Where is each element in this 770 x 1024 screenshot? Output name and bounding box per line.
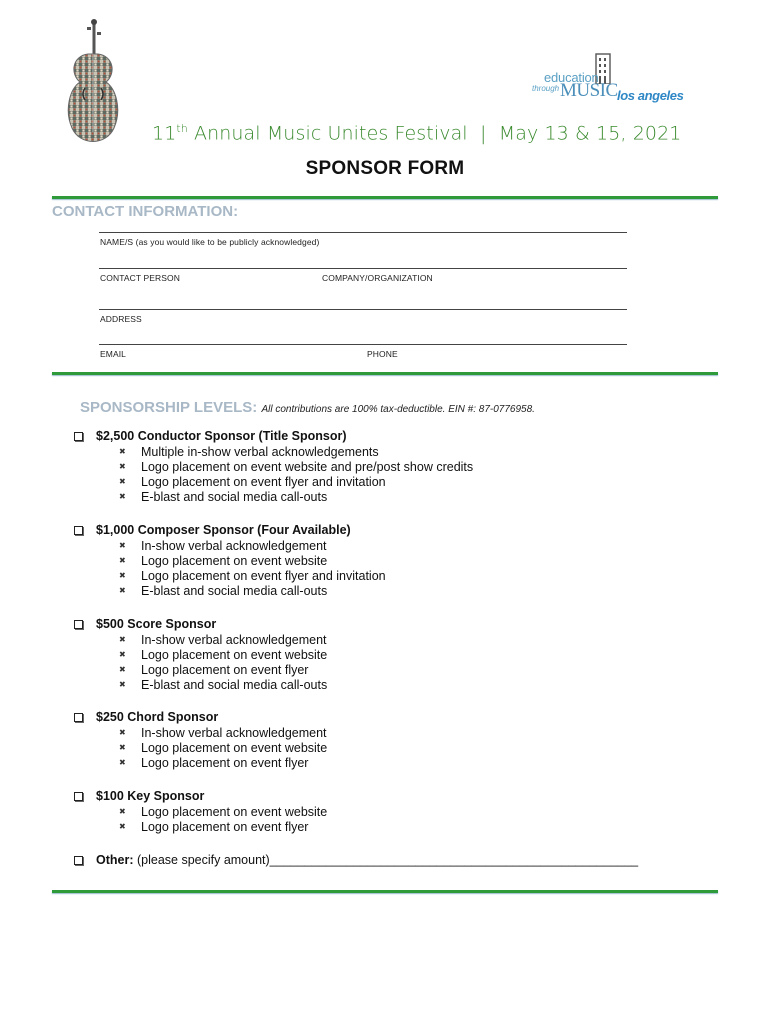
x-bullet-icon: ✖ [119, 758, 126, 767]
benefit-text: Logo placement on event website [141, 647, 328, 662]
benefit-text: In-show verbal acknowledgement [141, 632, 327, 647]
x-bullet-icon: ✖ [119, 680, 126, 689]
benefit-text: Logo placement on event flyer and invitation [141, 474, 386, 489]
benefit-text: Logo placement on event flyer and invitation [141, 568, 386, 583]
benefit-item [119, 804, 713, 819]
education-through-music-la-logo [528, 50, 688, 106]
benefit-item [119, 568, 713, 583]
benefit-text: Logo placement on event website [141, 553, 328, 568]
logo-word-education: education [544, 70, 599, 85]
address-label: ADDRESS [100, 314, 142, 324]
other-checkbox[interactable] [74, 856, 83, 865]
x-bullet-icon: ✖ [119, 462, 126, 471]
x-bullet-icon: ✖ [119, 492, 126, 501]
benefit-item [119, 662, 713, 677]
benefit-item [119, 677, 713, 692]
names-label: NAME/S (as you would like to be publicly acknowledged) [100, 237, 320, 247]
benefit-text: Logo placement on event website [141, 804, 328, 819]
level-title: $2,500 Conductor Sponsor (Title Sponsor) [96, 429, 347, 443]
benefit-item [119, 444, 713, 459]
email-line[interactable] [99, 344, 627, 345]
x-bullet-icon: ✖ [119, 447, 126, 456]
level-conductor [73, 428, 713, 504]
level-checkbox[interactable] [74, 620, 83, 629]
violin-mosaic-logo [58, 18, 128, 150]
level-composer [73, 522, 713, 598]
benefit-item [119, 583, 713, 598]
benefit-item [119, 538, 713, 553]
level-checkbox[interactable] [74, 713, 83, 722]
form-title: SPONSOR FORM [305, 158, 465, 179]
x-bullet-icon: ✖ [119, 807, 126, 816]
tax-deductible-note: All contributions are 100% tax-deductible. EIN #: 87-0776958. [261, 404, 535, 415]
x-bullet-icon: ✖ [119, 728, 126, 737]
email-label: EMAIL [100, 349, 127, 359]
benefit-text: Logo placement on event flyer [141, 819, 309, 834]
festival-title [152, 122, 681, 144]
benefit-text: Logo placement on event website [141, 740, 328, 755]
benefit-item [119, 755, 713, 770]
other-amount-field[interactable]: (please specify amount)_____________________________________________________ [133, 853, 639, 867]
benefit-item [119, 725, 713, 740]
x-bullet-icon: ✖ [119, 541, 126, 550]
benefit-item [119, 740, 713, 755]
x-bullet-icon: ✖ [119, 586, 126, 595]
level-checkbox[interactable] [74, 792, 83, 801]
x-bullet-icon: ✖ [119, 556, 126, 565]
contact-person-line[interactable] [99, 268, 627, 269]
sponsorship-heading: SPONSORSHIP LEVELS: [80, 399, 258, 416]
contact-person-label: CONTACT PERSON [100, 273, 180, 283]
address-line[interactable] [99, 309, 627, 310]
logo-word-through: through [532, 84, 560, 93]
level-checkbox[interactable] [74, 526, 83, 535]
benefit-text: Logo placement on event flyer [141, 755, 309, 770]
festival-ordinal-suffix: th [176, 122, 188, 135]
sponsorship-heading-row [80, 399, 535, 416]
level-other [73, 852, 713, 868]
x-bullet-icon: ✖ [119, 822, 126, 831]
level-key [73, 788, 713, 834]
benefit-item [119, 489, 713, 504]
level-title: $100 Key Sponsor [96, 789, 205, 803]
benefit-item [119, 632, 713, 647]
x-bullet-icon: ✖ [119, 665, 126, 674]
divider-middle [52, 372, 718, 375]
divider-bottom [52, 890, 718, 893]
benefit-item [119, 474, 713, 489]
contact-heading: CONTACT INFORMATION: [52, 203, 239, 220]
benefit-text: E-blast and social media call-outs [141, 677, 328, 692]
benefit-text: Logo placement on event website and pre/post show credits [141, 459, 474, 474]
phone-label: PHONE [367, 349, 398, 359]
level-title: $500 Score Sponsor [96, 617, 217, 631]
benefit-text: Multiple in-show verbal acknowledgements [141, 444, 379, 459]
benefit-text: Logo placement on event flyer [141, 662, 309, 677]
festival-ordinal: 11 [152, 122, 177, 145]
level-title: $1,000 Composer Sponsor (Four Available) [96, 523, 351, 537]
other-label: Other: [96, 853, 134, 867]
logo-word-city: los angeles [617, 88, 684, 103]
logo-word-music: MUSIC [560, 80, 618, 101]
x-bullet-icon: ✖ [119, 477, 126, 486]
level-chord [73, 709, 713, 770]
divider-top [52, 196, 718, 199]
benefit-item [119, 553, 713, 568]
benefit-text: In-show verbal acknowledgement [141, 725, 327, 740]
level-title: $250 Chord Sponsor [96, 710, 219, 724]
company-label: COMPANY/ORGANIZATION [322, 273, 433, 283]
names-line[interactable] [99, 232, 627, 233]
festival-name-date: Annual Music Unites Festival | May 13 & 15, 2021 [187, 122, 682, 145]
benefit-item [119, 459, 713, 474]
level-score [73, 616, 713, 692]
x-bullet-icon: ✖ [119, 635, 126, 644]
x-bullet-icon: ✖ [119, 571, 126, 580]
level-checkbox[interactable] [74, 432, 83, 441]
benefit-item [119, 819, 713, 834]
benefit-item [119, 647, 713, 662]
x-bullet-icon: ✖ [119, 650, 126, 659]
benefit-text: E-blast and social media call-outs [141, 489, 328, 504]
benefit-text: In-show verbal acknowledgement [141, 538, 327, 553]
benefit-text: E-blast and social media call-outs [141, 583, 328, 598]
x-bullet-icon: ✖ [119, 743, 126, 752]
